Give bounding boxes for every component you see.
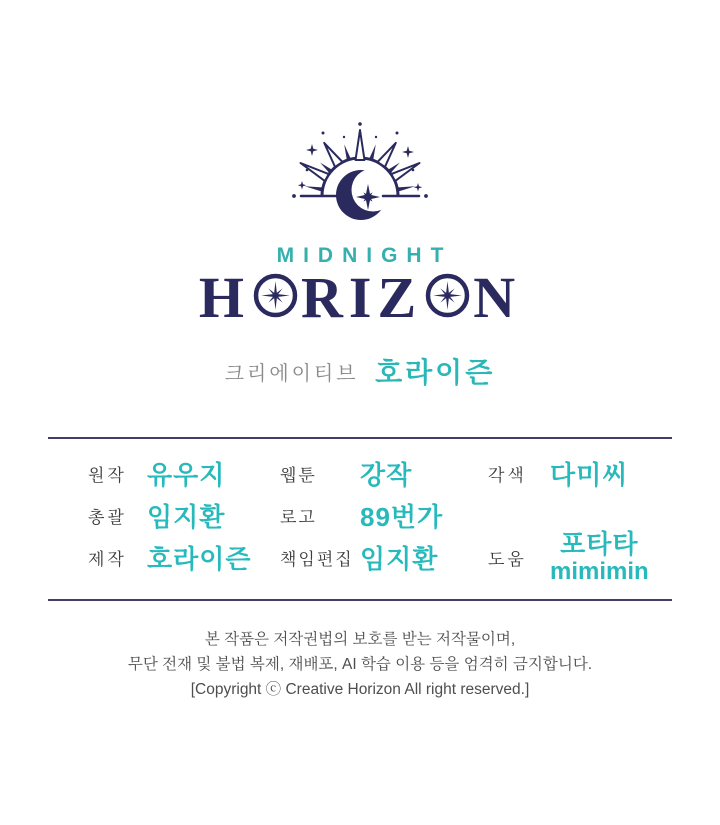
compass-o-icon — [253, 273, 298, 318]
credit-value — [550, 530, 649, 586]
copyright-line-1: 본 작품은 저작권법의 보호를 받는 저작물이며, — [204, 630, 516, 648]
credit-label: 제작 — [88, 550, 127, 570]
credit-value-line2: mimimin — [550, 558, 649, 586]
credit-supervision — [88, 497, 280, 534]
credit-value: 임지환 — [147, 502, 226, 533]
divider-bottom — [48, 599, 672, 601]
sun-moon-logo-icon — [285, 118, 435, 236]
subtitle-name: 호라이즌 — [375, 356, 496, 388]
credit-production — [88, 539, 280, 576]
credit-original — [88, 455, 280, 492]
credit-label: 총괄 — [88, 508, 127, 528]
credit-label: 각색 — [488, 466, 527, 486]
credit-help — [488, 530, 720, 586]
horizon-letter-h: H — [198, 265, 251, 330]
credit-value: 89번가 — [360, 502, 444, 533]
subtitle-prefix: 크리에이티브 — [224, 362, 359, 385]
brand-subtitle — [0, 351, 720, 391]
credits-table — [0, 439, 720, 599]
credits-row-1 — [88, 453, 720, 495]
copyright-line-3: [Copyright ⓒ Creative Horizon All right reserved.] — [190, 680, 530, 698]
credit-label: 원작 — [88, 466, 127, 486]
brand-horizon — [0, 265, 720, 330]
crescent-moon-icon — [336, 170, 386, 220]
credit-label: 웹툰 — [280, 466, 317, 486]
credit-chief-editing — [280, 539, 488, 576]
horizon-letter-n: N — [473, 265, 522, 330]
credit-label: 로고 — [280, 508, 317, 528]
credit-value: 호라이즌 — [147, 544, 252, 575]
credit-value: 유우지 — [147, 460, 226, 491]
credit-value: 임지환 — [360, 544, 439, 575]
credit-value: 강작 — [360, 460, 413, 491]
compass-o-icon — [425, 273, 470, 318]
credit-adaptation — [488, 455, 720, 492]
credit-value: 다미씨 — [550, 460, 629, 491]
credit-value-line1: 포타타 — [560, 528, 639, 559]
copyright-notice — [0, 627, 720, 702]
credit-label: 도움 — [488, 550, 527, 570]
brand-midnight: MIDNIGHT — [276, 244, 453, 267]
horizon-letters-riz: RIZ — [301, 265, 423, 330]
credit-label: 책임편집 — [280, 550, 354, 570]
credit-logo — [280, 497, 488, 534]
copyright-line-2: 무단 전재 및 불법 복제, 재배포, AI 학습 이용 등을 엄격히 금지합니다. — [127, 655, 593, 673]
credit-webtoon — [280, 455, 488, 492]
credits-row-3 — [88, 528, 720, 586]
